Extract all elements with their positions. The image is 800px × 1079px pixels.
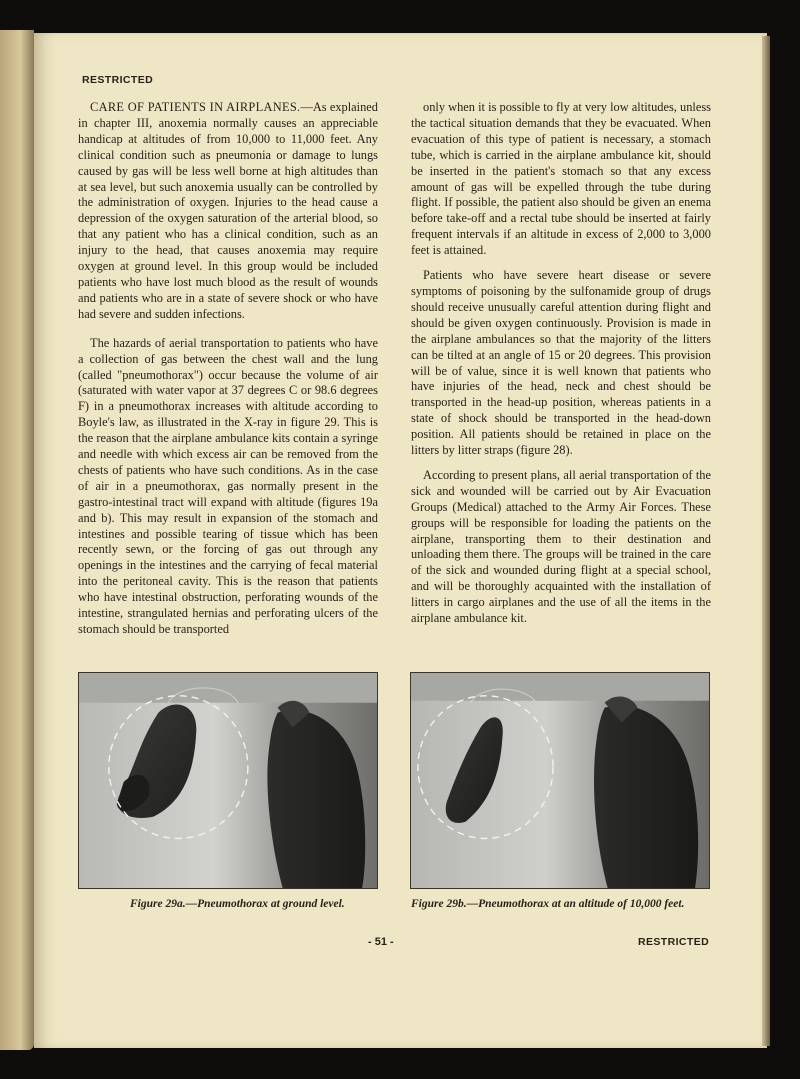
page-stack-edge	[762, 36, 770, 1046]
header-classification: RESTRICTED	[82, 74, 154, 86]
paragraph-body: —As explained in chapter III, anoxemia normally causes an appreciable handicap at altitudes of from 10,000 to 11,000 feet. Any clinical condition such as pneumonia or damage to lungs caused by gas will be less well borne at high altitudes than at sea level, but such anoxemia usually can be controlled by the administration of oxygen. Injuries to the head cause a depression of the oxygen saturation of the arterial blood, so that any patient who has a clinical condition, such as an injury to the head, that causes anoxemia may require oxygen at ground level. In this group would be included patients who have lost much blood as the result of wounds and patients who are in a state of severe shock or who have had severe and sudden infections.	[78, 100, 378, 321]
xray-figure-29a	[78, 672, 378, 889]
figure-29b-caption: Figure 29b.—Pneumothorax at an altitude of 10,000 feet.	[411, 898, 685, 910]
paragraph-air-evacuation-groups: According to present plans, all aerial transportation of the sick and wounded will be carried out by Air Evacuation Groups (Medical) attached to the Army Air Forces. These groups will be responsible for loading the patients on the airplane, transporting them to their destination and unloading them there. The groups will be trained in the care of the sick and wounded during flight at a special school, and will be thoroughly acquainted with the installation of litters in cargo airplanes and the use of all the items in the airplane ambulance kit.	[411, 467, 711, 626]
left-column	[78, 100, 378, 651]
xray-image-ground-level	[79, 673, 377, 888]
right-column	[411, 100, 711, 636]
facing-page-edge	[0, 30, 34, 1050]
paragraph-care-of-patients	[78, 100, 378, 323]
xray-image-10000-feet	[411, 673, 709, 888]
paragraph-run-in-heading: CARE OF PATIENTS IN AIRPLANES.	[90, 100, 301, 114]
footer-classification: RESTRICTED	[638, 936, 710, 948]
page-number: - 51 -	[368, 936, 394, 948]
xray-figure-29b	[410, 672, 710, 889]
paragraph-pneumothorax-hazards: The hazards of aerial transportation to patients who have a collection of gas between the chest wall and the lung (called "pneumothorax") occur because the volume of air (saturated with water vapor at 37 degrees C or 98.6 degrees F) in a pneumothorax increases with altitude according to Boyle's law, as illustrated in the X-ray in figure 29. This is the reason that the airplane ambulance kits contain a syringe and needle with which excess air can be removed from the chests of patients who have such conditions. As in the case of air in a pneumothorax, gas normally present in the gastro-intestinal tract will expand with altitude (figures 19a and b). This may result in expansion of the stomach and intestines and possible tearing of tissue which has been recently sewn, or the forcing of gas out through any openings in the intestines and the carrying of fecal material into the peritoneal cavity. This is the reason that patients who have intestinal obstruction, perforating wounds of the intestine, strangulated hernias and perforating ulcers of the stomach should be transported	[78, 335, 378, 636]
figure-29a-caption: Figure 29a.—Pneumothorax at ground level.	[130, 898, 345, 910]
paragraph-heart-disease: Patients who have severe heart disease or severe symptoms of poisoning by the sulfonamide group of drugs should receive unusually careful attention during flight and should be given oxygen continuously. Provision is made in the airplane ambulances so that the majority of the litters can be tilted at an angle of 15 or 20 degrees. This provision will be of value, since it is well known that patients who have injuries of the head, neck and chest should be transported in the head-up position, whereas patients in a state of shock should be transported in the head-down position. All patients should be retained in place on the litters by litter straps (figure 28).	[411, 268, 711, 458]
paragraph-low-altitude: only when it is possible to fly at very low altitudes, unless the tactical situation demands that they be evacuated. When evacuation of this type of patient is necessary, a stomach tube, which is carried in the airplane ambulance kit, should be inserted in the patient's stomach so that any excess amount of gas will be expelled through the tube during flight. If possible, the patient also should be given an enema before take-off and a rectal tube should be inserted at fairly frequent intervals if an altitude in excess of 2,000 to 3,000 feet is attained.	[411, 100, 711, 258]
